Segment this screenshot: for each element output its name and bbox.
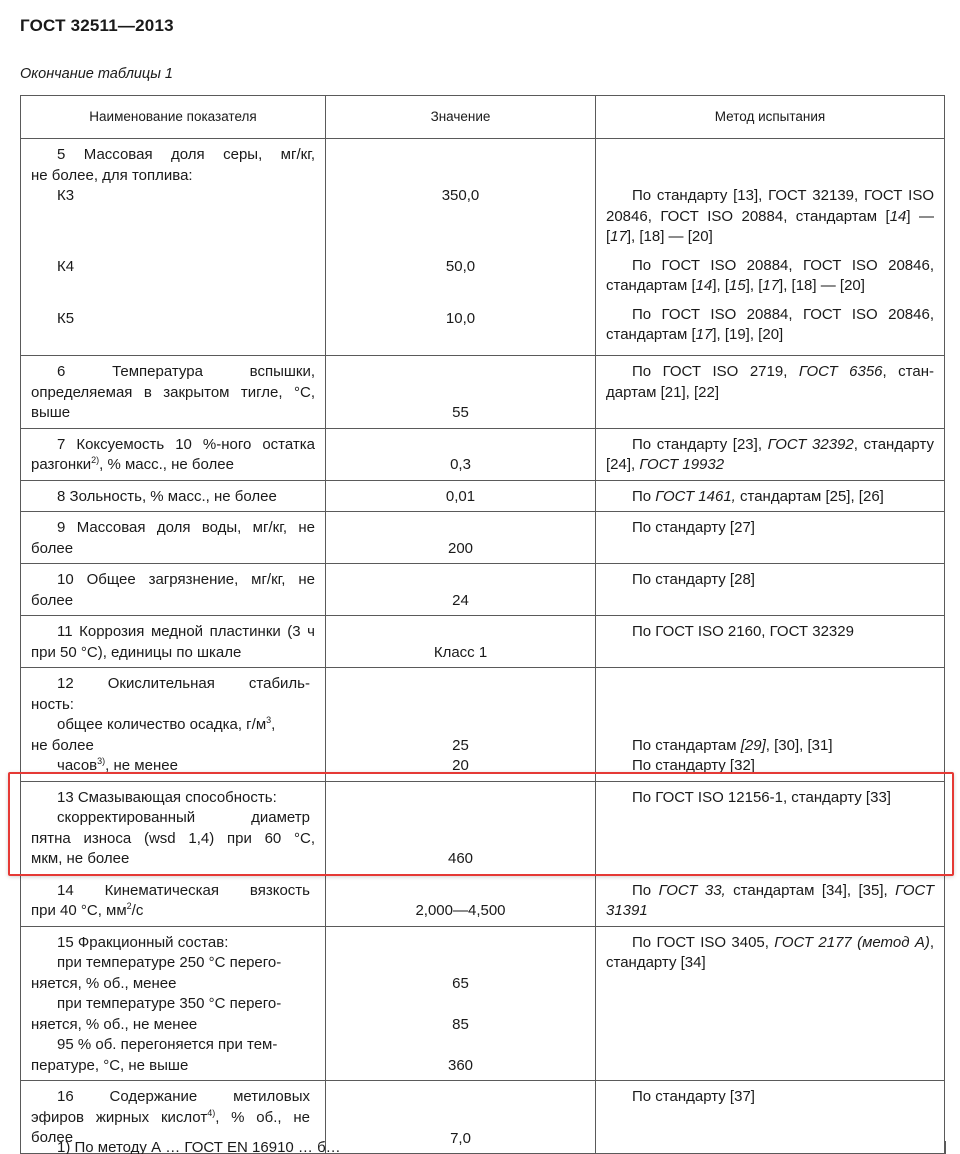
method-cell <box>596 428 945 480</box>
row-15-method: По ГОСТ ISO 3405, ГОСТ 2177 (метод А), стандарту [34] <box>606 933 934 971</box>
row-5-k5-value: 10,0 <box>445 310 476 327</box>
indicator-name-cell <box>21 428 326 480</box>
indicator-name-cell <box>21 668 326 782</box>
indicator-name-cell <box>21 616 326 668</box>
table-row <box>21 616 945 668</box>
row-10-name: 10 Общее загрязнение, мг/кг, не более <box>31 571 315 609</box>
indicator-name-cell <box>21 564 326 616</box>
table-row <box>21 428 945 480</box>
value-cell <box>326 512 596 564</box>
indicator-name-cell <box>21 356 326 429</box>
specifications-table <box>20 95 945 1154</box>
row-15-sub-2-label: при температуре 350 °С перего- <box>57 995 282 1012</box>
row-10-method: По стандарту [28] <box>632 571 755 588</box>
row-12-sub-2-label: часов$^{3)}$, не менее <box>57 756 178 774</box>
footnote-ref-3: 3) <box>97 756 106 766</box>
row-13-name-line-2: скорректированный диаметр <box>57 809 310 826</box>
row-11-method: По ГОСТ ISO 2160, ГОСТ 32329 <box>632 623 854 640</box>
row-9-value: 200 <box>447 539 474 557</box>
value-cell <box>326 428 596 480</box>
row-12-sub-1-method: По стандартам [29], [30], [31] <box>632 736 833 754</box>
row-12-sub-2-method: По стандарту [32] <box>632 757 755 774</box>
table-row <box>21 564 945 616</box>
row-8-value: 0,01 <box>445 487 476 505</box>
method-cell <box>596 564 945 616</box>
row-14-method: По ГОСТ 33, стандартам [34], [35], ГОСТ 31391 <box>606 881 934 919</box>
row-5-sub-k5-label: К5 <box>57 310 75 327</box>
table-caption: Окончание таблицы 1 <box>20 66 173 82</box>
value-cell <box>326 356 596 429</box>
row-5-sub-k4-label: К4 <box>57 257 75 275</box>
row-16-value: 7,0 <box>450 1129 471 1147</box>
value-cell <box>326 668 596 782</box>
method-cell <box>596 926 945 1081</box>
row-13-method: По ГОСТ ISO 12156-1, стандарту [33] <box>632 788 891 806</box>
row-15-name: 15 Фракционный состав: <box>57 933 229 951</box>
row-12-sub-2-value: 20 <box>452 757 469 774</box>
row-5-k3-value: 350,0 <box>441 187 480 204</box>
row-5-k3-method: По стандарту [13], ГОСТ 32139, ГОСТ ISO 20846, ГОСТ ISO 20884, стандартам [14] — [17], [18] — [20] <box>606 187 934 245</box>
table-row <box>21 356 945 429</box>
footnote-text: 1) По методу А … ГОСТ EN 16910 … б… <box>57 1141 341 1154</box>
row-9-method: По стандарту [27] <box>632 519 755 536</box>
row-5-k4-method: По ГОСТ ISO 20884, ГОСТ ISO 20846, стандартам [14], [15], [17], [18] — [20] <box>606 256 934 294</box>
row-6-name: 6 Температура вспышки, определяемая в закрытом тигле, °С, выше <box>31 363 315 421</box>
row-15-sub-1-label: при температуре 250 °С перего- <box>57 954 282 971</box>
table-footnote-partial <box>20 1141 946 1154</box>
row-15-sub-2-value: 85 <box>452 1015 469 1033</box>
row-5-k4-value: 50,0 <box>445 257 476 275</box>
value-cell <box>326 564 596 616</box>
row-7-value: 0,3 <box>450 456 471 473</box>
row-7-method: По стандарту [23], ГОСТ 32392, стандарту [24], ГОСТ 19932 <box>606 435 934 473</box>
row-10-value: 24 <box>452 591 469 609</box>
row-6-value: 55 <box>452 404 469 421</box>
row-12-sub-1-value: 25 <box>452 736 469 754</box>
value-cell <box>326 480 596 512</box>
row-13-name-line-3: пятна износа (wsd 1,4) при 60 °С, <box>31 829 315 847</box>
method-cell <box>596 356 945 429</box>
table-row <box>21 139 945 356</box>
header-indicator-name: Наименование показателя <box>21 96 326 139</box>
method-cell <box>596 668 945 782</box>
method-cell <box>596 781 945 874</box>
row-15-sub-3-label-cont: пературе, °С, не выше <box>31 1056 189 1074</box>
table-row <box>21 874 945 926</box>
row-5-k5-method: По ГОСТ ISO 20884, ГОСТ ISO 20846, стандартам [17], [19], [20] <box>606 305 934 343</box>
footnote-ref-2: 2) <box>91 455 100 465</box>
indicator-name-cell <box>21 480 326 512</box>
header-test-method: Метод испытания <box>596 96 945 139</box>
table-header-row <box>21 96 945 139</box>
row-6-method: По ГОСТ ISO 2719, ГОСТ 6356, стандартам [21], [22] <box>606 363 934 401</box>
row-13-name-line-1: 13 Смазывающая способность: <box>57 788 277 806</box>
method-cell <box>596 512 945 564</box>
row-5-name-line-1: 5 Массовая доля серы, мг/кг, <box>57 146 315 163</box>
row-12-name: 12 Окислительная стабиль- ность: <box>31 675 310 713</box>
indicator-name-cell <box>21 512 326 564</box>
row-8-method: По ГОСТ 1461, стандартам [25], [26] <box>632 487 884 505</box>
table-row <box>21 512 945 564</box>
row-13-name-line-4: мкм, не более <box>31 850 130 867</box>
row-5-name-line-2: не более, для топлива: <box>31 166 193 184</box>
row-15-sub-1-value: 65 <box>452 974 469 992</box>
row-16-method: По стандарту [37] <box>632 1088 755 1105</box>
row-15-sub-3-label: 95 % об. перегоняется при тем- <box>57 1036 278 1053</box>
table-row-highlighted <box>21 781 945 874</box>
row-12-sub-1-label: общее количество осадка, $г/м^3$, <box>57 715 276 733</box>
method-cell <box>596 480 945 512</box>
row-16-name: 16 Содержание метиловых эфиров жирных кислот$^{4)}$, % об., не более <box>31 1088 310 1146</box>
row-9-name: 9 Массовая доля воды, мг/кг, не более <box>31 519 315 557</box>
indicator-name-cell <box>21 874 326 926</box>
indicator-name-cell <box>21 926 326 1081</box>
row-5-sub-k3-label: К3 <box>57 187 75 204</box>
method-cell <box>596 616 945 668</box>
value-cell <box>326 616 596 668</box>
table-row <box>21 668 945 782</box>
table-row <box>21 480 945 512</box>
header-value: Значение <box>326 96 596 139</box>
row-14-name: 14 Кинематическая вязкость при 40 °С, $мм^2/с$ <box>31 881 310 919</box>
method-cell <box>596 874 945 926</box>
row-15-sub-2-label-cont: няется, % об., не менее <box>31 1015 198 1033</box>
row-8-name: 8 Зольность, % масс., не более <box>57 487 277 505</box>
row-12-sub-1-label-cont: не более <box>31 736 94 754</box>
row-15-sub-3-value: 360 <box>447 1056 474 1074</box>
method-cell <box>596 139 945 356</box>
row-13-value: 460 <box>447 850 474 867</box>
value-cell <box>326 874 596 926</box>
row-11-name: 11 Коррозия медной пластинки (3 ч при 50 °С), единицы по шкале <box>31 623 315 661</box>
document-title: ГОСТ 32511—2013 <box>20 16 174 35</box>
row-15-sub-1-label-cont: няется, % об., менее <box>31 974 177 992</box>
footnote-ref-4: 4) <box>207 1107 216 1118</box>
value-cell <box>326 781 596 874</box>
row-14-value: 2,000—4,500 <box>415 902 506 919</box>
row-11-value: Класс 1 <box>433 643 488 661</box>
indicator-name-cell <box>21 781 326 874</box>
indicator-name-cell <box>21 139 326 356</box>
value-cell <box>326 926 596 1081</box>
row-7-name: 7 Коксуемость 10 %-ного остатка разгонки$^{2)}$, % масс., не более <box>31 435 315 473</box>
table-row <box>21 926 945 1081</box>
value-cell <box>326 139 596 356</box>
